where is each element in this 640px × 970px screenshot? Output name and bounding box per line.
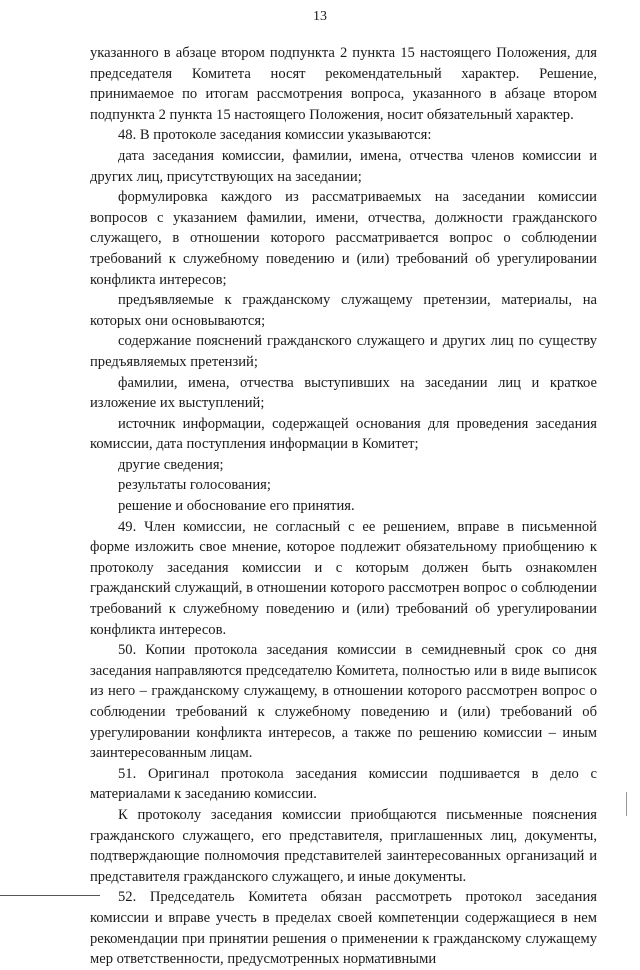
- paragraph-continuation: указанного в абзаце втором подпункта 2 пункта 15 настоящего Положения, для председателя Комитета носят рекомендательный характер. Решение, принимаемое по итогам рассмотрения вопроса, указанного в абзаце втором подпункта 2 пункта 15 настоящего Положения, носит обязательный характер.: [90, 45, 597, 123]
- paragraph-48-item-decision: решение и обоснование его принятия.: [118, 498, 355, 515]
- paragraph-48-heading: 48. В протоколе заседания комиссии указываются:: [118, 127, 432, 144]
- paragraph-48-item-date: дата заседания комиссии, фамилии, имена, отчества членов комиссии и других лиц, присутствующих на заседании;: [90, 147, 597, 185]
- paragraph-48-item-source: источник информации, содержащей основания для проведения заседания комиссии, дата поступления информации в Комитет;: [90, 415, 597, 453]
- scan-bottom-rule: [0, 895, 100, 896]
- paragraph-49: 49. Член комиссии, не согласный с ее решением, вправе в письменной форме изложить свое мнение, которое подлежит обязательному приобщению к протоколу заседания комиссии и с которым должен быть ознакомлен гражданский служащий, в отношении которого рассмотрен вопрос о соблюдении требований к служебному поведению и (или) требований об урегулировании конфликта интересов.: [90, 518, 597, 638]
- paragraph-48-item-claims: предъявляемые к гражданскому служащему претензии, материалы, на которых они основываются;: [90, 292, 597, 329]
- scan-margin-mark: [626, 792, 627, 816]
- paragraph-48-item-voting: результаты голосования;: [118, 477, 271, 494]
- paragraph-50: 50. Копии протокола заседания комиссии в семидневный срок со дня заседания направляются председателю Комитета, полностью или в виде выписок из него – гражданскому служащему, в отношении которого рассмотрен вопрос о соблюдении требований к служебному поведению и (или) требований об урегулировании конфликта интересов, а также по решению комиссии – иным заинтересованным лицам.: [90, 642, 597, 762]
- paragraph-48-item-speakers: фамилии, имена, отчества выступивших на заседании лиц и краткое изложение их выступлений;: [90, 374, 597, 412]
- paragraph-51-attachments: К протоколу заседания комиссии приобщаются письменные пояснения гражданского служащего, его представителя, приглашенных лиц, документы, подтверждающие полномочия представителей заинтересованных организаций и представителя гражданского служащего, и иные документы.: [90, 806, 597, 885]
- paragraph-48-item-other: другие сведения;: [118, 456, 224, 473]
- paragraph-52: 52. Председатель Комитета обязан рассмотреть протокол заседания комиссии и вправе учесть в пределах своей компетенции содержащиеся в нем рекомендации при принятии решения о применении к гражданскому служащему мер ответственности, предусмотренных нормативными: [90, 889, 597, 968]
- document-body: [90, 43, 597, 970]
- paragraph-51: 51. Оригинал протокола заседания комиссии подшивается в дело с материалами к заседанию комиссии.: [90, 765, 597, 803]
- page-number: 13: [313, 9, 327, 24]
- paragraph-48-item-questions: формулировка каждого из рассматриваемых на заседании комиссии вопросов с указанием фамилии, имени, отчества, должности гражданского служащего, в отношении которого рассматривается вопрос о соблюдении требований к служебному поведению и (или) требований об урегулировании конфликта интересов;: [90, 189, 597, 288]
- paragraph-48-item-explanations: содержание пояснений гражданского служащего и других лиц по существу предъявляемых претензий;: [90, 333, 597, 370]
